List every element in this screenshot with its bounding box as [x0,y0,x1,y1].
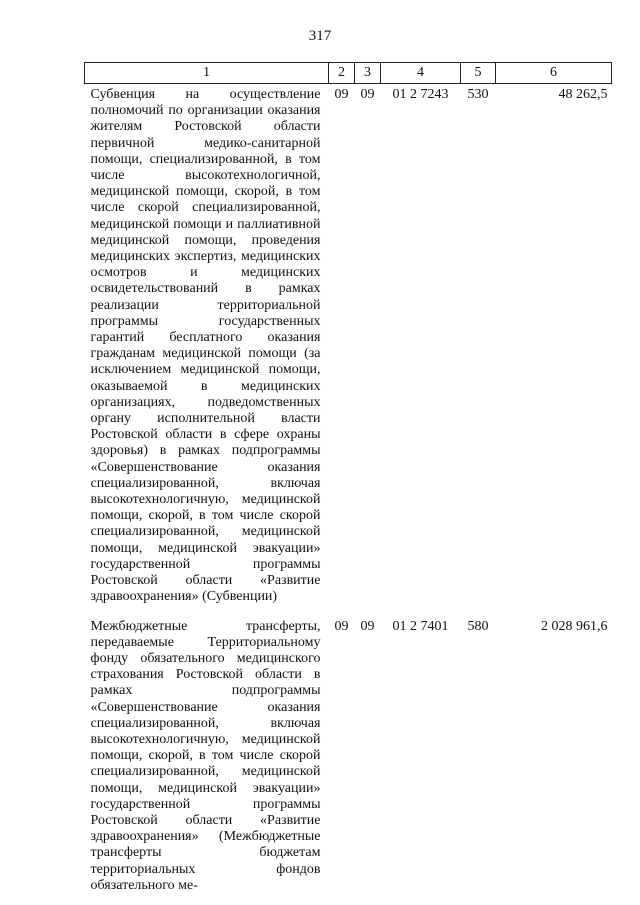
row-subsection-code: 09 [360,87,375,102]
page-number: 317 [308,28,332,44]
column-header: 2 [329,63,355,84]
column-header: 4 [381,63,461,84]
column-header: 6 [496,63,612,84]
row-expense-type-code: 580 [467,618,489,634]
column-header: 3 [355,63,381,84]
table-row [85,84,612,616]
row-description: Субвенция на осуществление полномочий по организации оказания жителям Ростовской области первичной медико-санитарной помощи, специализированной, в том числе высокотехнологичной, медицинской помощи, скорой, в том числе скорой специализированной, медицинской помощи и паллиативной медицинской помощи, проведения медицинских экспертиз, медицинских осмотров и медицинских освидетельствований в рамках реализации территориальной программы государственных гарантий бесплатного оказания гражданам медицинской помощи (за исключением медицинской помощи, оказываемой в медицинских организациях, подведомственных органу исполнительной власти Ростовской области в сфере охраны здоровья) в рамках подпрограммы «Совершенствование оказания специализированной, включая высокотехнологичную, медицинской помощи, скорой, в том числе скорой специализированной, медицинской помощи, медицинской эвакуации» государственной программы Ростовской области «Развитие здравоохранения» (Субвенции) [90,87,321,605]
table-header-row [85,63,612,84]
column-header: 5 [461,63,496,84]
table-row [85,616,612,904]
budget-table [84,62,612,904]
row-target-article-code: 01 2 7243 [392,87,449,102]
row-amount: 48 262,5 [558,87,608,102]
column-header: 1 [85,63,329,84]
row-section-code: 09 [334,87,349,102]
row-amount: 2 028 961,6 [541,618,608,634]
row-target-article-code: 01 2 7401 [392,618,449,634]
row-subsection-code: 09 [360,618,375,634]
row-section-code: 09 [334,618,349,634]
row-expense-type-code: 530 [467,87,489,102]
row-description: Межбюджетные трансферты, передаваемые Территориальному фонду обязательного медицинского страхования Ростовской области в рамках подпрограммы «Совершенствование оказания специализированной, включая высокотехнологичную, медицинской помощи, скорой, в том числе скорой специализированной, медицинской помощи, медицинской эвакуации» государственной программы Ростовской области «Развитие здравоохранения» (Межбюджетные трансферты бюджетам территориальных фондов обязательного ме- [90,618,321,893]
